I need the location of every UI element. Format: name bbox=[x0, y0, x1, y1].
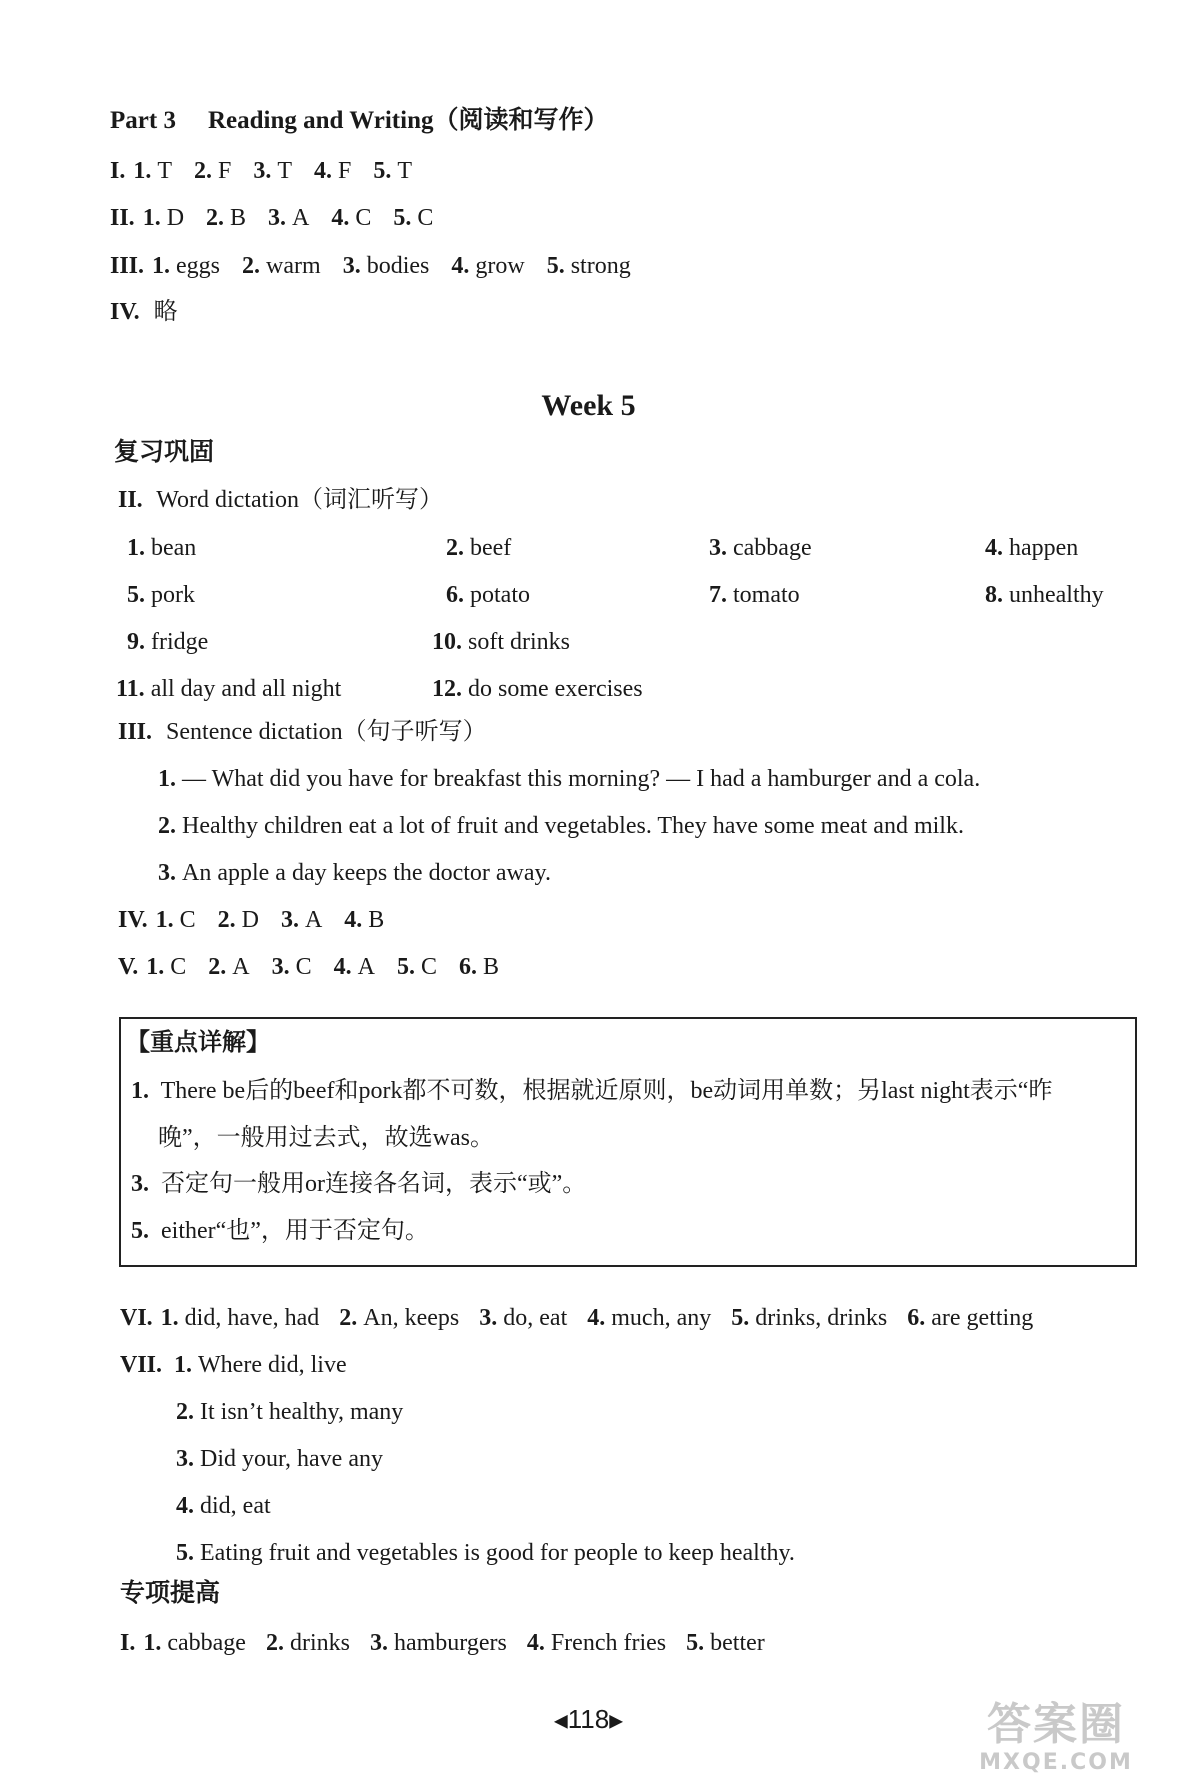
keypoint-text: 否定句一般用or连接各名词，表示“或”。 bbox=[161, 1171, 587, 1197]
answer-text: A bbox=[232, 954, 250, 980]
item-number: 5. bbox=[131, 1218, 149, 1244]
item-number: 2. bbox=[208, 954, 227, 980]
sentence-text: — What did you have for breakfast this morning? — I had a hamburger and a cola. bbox=[182, 766, 981, 792]
item-number: 2. bbox=[339, 1305, 358, 1331]
roman-numeral: III. bbox=[110, 253, 145, 279]
word-item bbox=[127, 532, 196, 564]
item-number: 5. bbox=[396, 954, 415, 980]
item-number: 3. bbox=[253, 158, 272, 184]
item-number: 4. bbox=[451, 253, 470, 279]
item-number: 1. bbox=[133, 158, 152, 184]
right-triangle-icon: ▶ bbox=[609, 1710, 624, 1731]
item-number: 6. bbox=[446, 582, 464, 608]
word-item bbox=[446, 579, 530, 611]
keypoint-3 bbox=[131, 1168, 586, 1200]
answer-text: much, any bbox=[611, 1305, 712, 1331]
answer-text: are getting bbox=[931, 1305, 1034, 1331]
improve-heading: 专项提高 bbox=[120, 1580, 221, 1607]
item-number: 6. bbox=[458, 954, 477, 980]
word-text: unhealthy bbox=[1009, 582, 1104, 608]
answer-text: T bbox=[397, 158, 413, 184]
answer-text: A bbox=[357, 954, 375, 980]
answer-text: 略 bbox=[153, 299, 178, 325]
rewrite-item bbox=[176, 1490, 271, 1522]
rewrite-item bbox=[176, 1396, 403, 1428]
item-number: 3. bbox=[268, 205, 287, 231]
item-number: 3. bbox=[479, 1305, 498, 1331]
answer-text: hamburgers bbox=[393, 1630, 507, 1656]
answer-text: cabbage bbox=[167, 1630, 246, 1656]
answer-text: C bbox=[355, 205, 372, 231]
word-text: potato bbox=[470, 582, 530, 608]
item-number: 1. bbox=[174, 1352, 193, 1378]
item-number: 7. bbox=[709, 582, 727, 608]
item-number: 5. bbox=[393, 205, 412, 231]
item-number: 4. bbox=[587, 1305, 606, 1331]
answer-text: strong bbox=[570, 253, 631, 279]
answer-text: grow bbox=[475, 253, 525, 279]
answer-text: bodies bbox=[366, 253, 430, 279]
item-number: 2. bbox=[242, 253, 261, 279]
item-number: 1. bbox=[155, 907, 174, 933]
item-number: 1. bbox=[160, 1305, 179, 1331]
answer-text: A bbox=[292, 205, 310, 231]
roman-numeral: II. bbox=[110, 205, 135, 231]
answer-text: T bbox=[277, 158, 293, 184]
item-number: 10. bbox=[432, 629, 462, 655]
item-number: 5. bbox=[176, 1540, 194, 1566]
sentence-text: Healthy children eat a lot of fruit and vegetables. They have some meat and milk. bbox=[182, 813, 964, 839]
word-text: bean bbox=[151, 535, 197, 561]
item-number: 3. bbox=[158, 860, 176, 886]
word-item bbox=[985, 579, 1104, 611]
answer-row bbox=[120, 1627, 765, 1659]
word-text: soft drinks bbox=[468, 629, 570, 655]
word-item bbox=[127, 579, 195, 611]
keypoint-text: either“也”，用于否定句。 bbox=[161, 1218, 429, 1244]
word-item bbox=[127, 626, 208, 658]
roman-numeral: I. bbox=[120, 1630, 136, 1656]
rewrite-item bbox=[176, 1537, 795, 1569]
answer-text: B bbox=[368, 907, 385, 933]
item-number: 4. bbox=[331, 205, 350, 231]
item-number: 2. bbox=[265, 1630, 284, 1656]
answer-text: C bbox=[179, 907, 196, 933]
answer-text: do, eat bbox=[503, 1305, 568, 1331]
answer-row bbox=[110, 250, 631, 282]
answer-text: D bbox=[166, 205, 185, 231]
part3-iv-row bbox=[110, 296, 178, 328]
item-number: 1. bbox=[146, 954, 165, 980]
word-text: fridge bbox=[151, 629, 209, 655]
sentence-item bbox=[158, 857, 551, 889]
item-number: 1. bbox=[152, 253, 171, 279]
item-number: 2. bbox=[194, 158, 213, 184]
item-number: 1. bbox=[127, 535, 145, 561]
word-item bbox=[709, 579, 800, 611]
word-dictation-heading bbox=[118, 484, 443, 516]
answer-text: warm bbox=[266, 253, 321, 279]
answer-text: drinks, drinks bbox=[755, 1305, 888, 1331]
word-text: all day and all night bbox=[150, 676, 342, 702]
item-number: 4. bbox=[985, 535, 1003, 561]
item-number: 2. bbox=[446, 535, 464, 561]
answer-text: C bbox=[417, 205, 434, 231]
item-number: 4. bbox=[344, 907, 363, 933]
sentence-item bbox=[158, 810, 964, 842]
answer-text: C bbox=[295, 954, 312, 980]
answer-row bbox=[118, 904, 384, 936]
answer-text: Eating fruit and vegetables is good for people to keep healthy. bbox=[200, 1540, 795, 1566]
word-text: pork bbox=[151, 582, 195, 608]
item-number: 4. bbox=[526, 1630, 545, 1656]
item-number: 5. bbox=[127, 582, 145, 608]
item-number: 4. bbox=[333, 954, 352, 980]
item-number: 6. bbox=[907, 1305, 926, 1331]
item-number: 12. bbox=[432, 676, 462, 702]
part3-title: Reading and Writing（阅读和写作） bbox=[207, 107, 609, 134]
week-title: Week 5 bbox=[541, 389, 636, 422]
item-number: 3. bbox=[271, 954, 290, 980]
sentence-item bbox=[158, 763, 980, 795]
rewrite-item bbox=[176, 1443, 383, 1475]
word-item bbox=[432, 626, 570, 658]
left-triangle-icon: ◀ bbox=[553, 1710, 568, 1731]
item-number: 3. bbox=[342, 253, 361, 279]
item-number: 1. bbox=[158, 766, 176, 792]
roman-numeral: VI. bbox=[120, 1305, 153, 1331]
item-number: 4. bbox=[314, 158, 333, 184]
answer-text: better bbox=[710, 1630, 765, 1656]
review-heading: 复习巩固 bbox=[114, 439, 215, 466]
item-number: 1. bbox=[143, 1630, 162, 1656]
word-text: happen bbox=[1009, 535, 1079, 561]
word-text: beef bbox=[470, 535, 512, 561]
item-number: 3. bbox=[369, 1630, 388, 1656]
item-number: 1. bbox=[142, 205, 161, 231]
answer-text: An, keeps bbox=[363, 1305, 460, 1331]
watermark-logo bbox=[951, 1700, 1161, 1786]
answer-text: D bbox=[241, 907, 259, 933]
item-number: 3. bbox=[176, 1446, 194, 1472]
keypoint-1-cont: 晚”，一般用过去式，故选was。 bbox=[158, 1125, 494, 1151]
answer-text: B bbox=[230, 205, 247, 231]
roman-numeral: V. bbox=[118, 954, 139, 980]
answer-text: T bbox=[157, 158, 173, 184]
answer-row bbox=[120, 1302, 1033, 1334]
word-item bbox=[432, 673, 643, 705]
answer-text: Did your, have any bbox=[200, 1446, 383, 1472]
item-number: 2. bbox=[158, 813, 176, 839]
watermark-url: MXQE.COM bbox=[979, 1750, 1133, 1775]
answer-text: B bbox=[482, 954, 499, 980]
watermark-glyphs: 答案圈 bbox=[987, 1699, 1125, 1750]
word-text: tomato bbox=[733, 582, 800, 608]
roman-numeral: III. bbox=[118, 719, 153, 745]
keypoint-1 bbox=[131, 1075, 1052, 1107]
answer-text: French fries bbox=[550, 1630, 667, 1656]
word-text: cabbage bbox=[733, 535, 812, 561]
answer-text: did, have, had bbox=[184, 1305, 320, 1331]
part3-label: Part 3 bbox=[110, 107, 176, 134]
answer-text: Where did, live bbox=[198, 1352, 347, 1378]
page-number-value: 118 bbox=[567, 1704, 610, 1734]
word-text: do some exercises bbox=[468, 676, 643, 702]
item-number: 3. bbox=[709, 535, 727, 561]
word-item bbox=[446, 532, 511, 564]
answer-row bbox=[118, 951, 499, 983]
item-number: 5. bbox=[686, 1630, 705, 1656]
answer-text: drinks bbox=[289, 1630, 350, 1656]
word-item bbox=[985, 532, 1078, 564]
word-item bbox=[709, 532, 812, 564]
roman-numeral: IV. bbox=[110, 299, 140, 325]
keypoints-title: 【重点详解】 bbox=[126, 1030, 270, 1056]
answer-text: C bbox=[420, 954, 437, 980]
roman-numeral: VII. bbox=[120, 1352, 163, 1378]
item-number: 5. bbox=[546, 253, 565, 279]
item-number: 5. bbox=[731, 1305, 750, 1331]
keypoint-text: There be后的beef和pork都不可数，根据就近原则，be动词用单数；另last night表示“昨 bbox=[160, 1078, 1053, 1104]
item-number: 1. bbox=[131, 1078, 149, 1104]
answer-text: eggs bbox=[176, 253, 221, 279]
answer-row bbox=[110, 202, 433, 234]
item-number: 9. bbox=[127, 629, 145, 655]
sentence-dictation-heading bbox=[118, 716, 487, 748]
item-number: 8. bbox=[985, 582, 1003, 608]
item-number: 3. bbox=[131, 1171, 149, 1197]
answer-text: It isn’t healthy, many bbox=[200, 1399, 404, 1425]
item-number: 2. bbox=[206, 205, 225, 231]
roman-numeral: I. bbox=[110, 158, 126, 184]
item-number: 3. bbox=[280, 907, 299, 933]
item-number: 2. bbox=[176, 1399, 194, 1425]
item-number: 2. bbox=[217, 907, 236, 933]
answer-row bbox=[110, 155, 412, 187]
word-item bbox=[116, 673, 341, 705]
item-number: 11. bbox=[116, 676, 145, 702]
item-number: 4. bbox=[176, 1493, 194, 1519]
answer-text: A bbox=[304, 907, 323, 933]
answer-text: did, eat bbox=[200, 1493, 271, 1519]
answer-text: F bbox=[338, 158, 352, 184]
section-title: Word dictation（词汇听写） bbox=[156, 487, 443, 513]
part3-heading bbox=[110, 105, 608, 137]
roman-numeral: II. bbox=[118, 487, 143, 513]
section-title: Sentence dictation（句子听写） bbox=[166, 719, 487, 745]
sentence-text: An apple a day keeps the doctor away. bbox=[182, 860, 551, 886]
answer-text: C bbox=[170, 954, 187, 980]
item-number: 5. bbox=[373, 158, 392, 184]
roman-numeral: IV. bbox=[118, 907, 148, 933]
rewrite-item bbox=[120, 1349, 347, 1381]
answer-text: F bbox=[218, 158, 232, 184]
keypoint-5 bbox=[131, 1215, 429, 1247]
